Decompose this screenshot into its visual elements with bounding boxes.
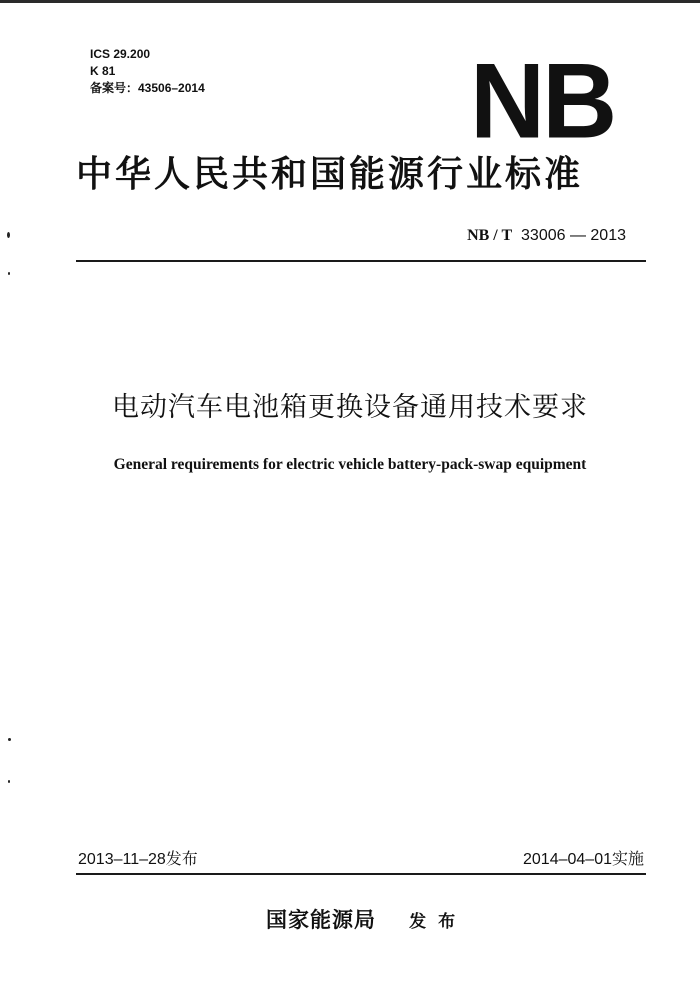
nb-logo: NB bbox=[470, 41, 615, 162]
document-title-english: General requirements for electric vehicle battery-pack-swap equipment bbox=[113, 456, 587, 473]
standard-number-prefix: NB / T bbox=[467, 227, 513, 244]
ccs-code: K 81 bbox=[90, 64, 116, 78]
authority-title: 中华人民共和国能源行业标准 bbox=[76, 153, 584, 195]
standard-number-value: 33006 — 2013 bbox=[521, 227, 626, 244]
publisher-organization: 国家能源局 bbox=[266, 907, 376, 932]
scan-speck bbox=[7, 232, 10, 238]
scan-speck bbox=[8, 738, 11, 741]
classification-block bbox=[90, 46, 205, 97]
ics-code: ICS 29.200 bbox=[90, 47, 151, 61]
issue-date: 2013–11–28发布 bbox=[78, 851, 198, 868]
scan-speck bbox=[8, 272, 10, 275]
document-title-chinese: 电动汽车电池箱更换设备通用技术要求 bbox=[112, 392, 588, 423]
scan-speck bbox=[8, 780, 10, 783]
publisher bbox=[266, 906, 467, 936]
page-top-edge bbox=[0, 0, 700, 3]
implementation-date: 2014–04–01实施 bbox=[523, 851, 644, 868]
header-divider bbox=[76, 260, 646, 262]
footer-divider bbox=[76, 873, 646, 875]
publisher-action: 发布 bbox=[409, 912, 468, 932]
standard-number bbox=[467, 226, 626, 246]
filing-number: 备案号：43506–2014 bbox=[90, 81, 205, 95]
